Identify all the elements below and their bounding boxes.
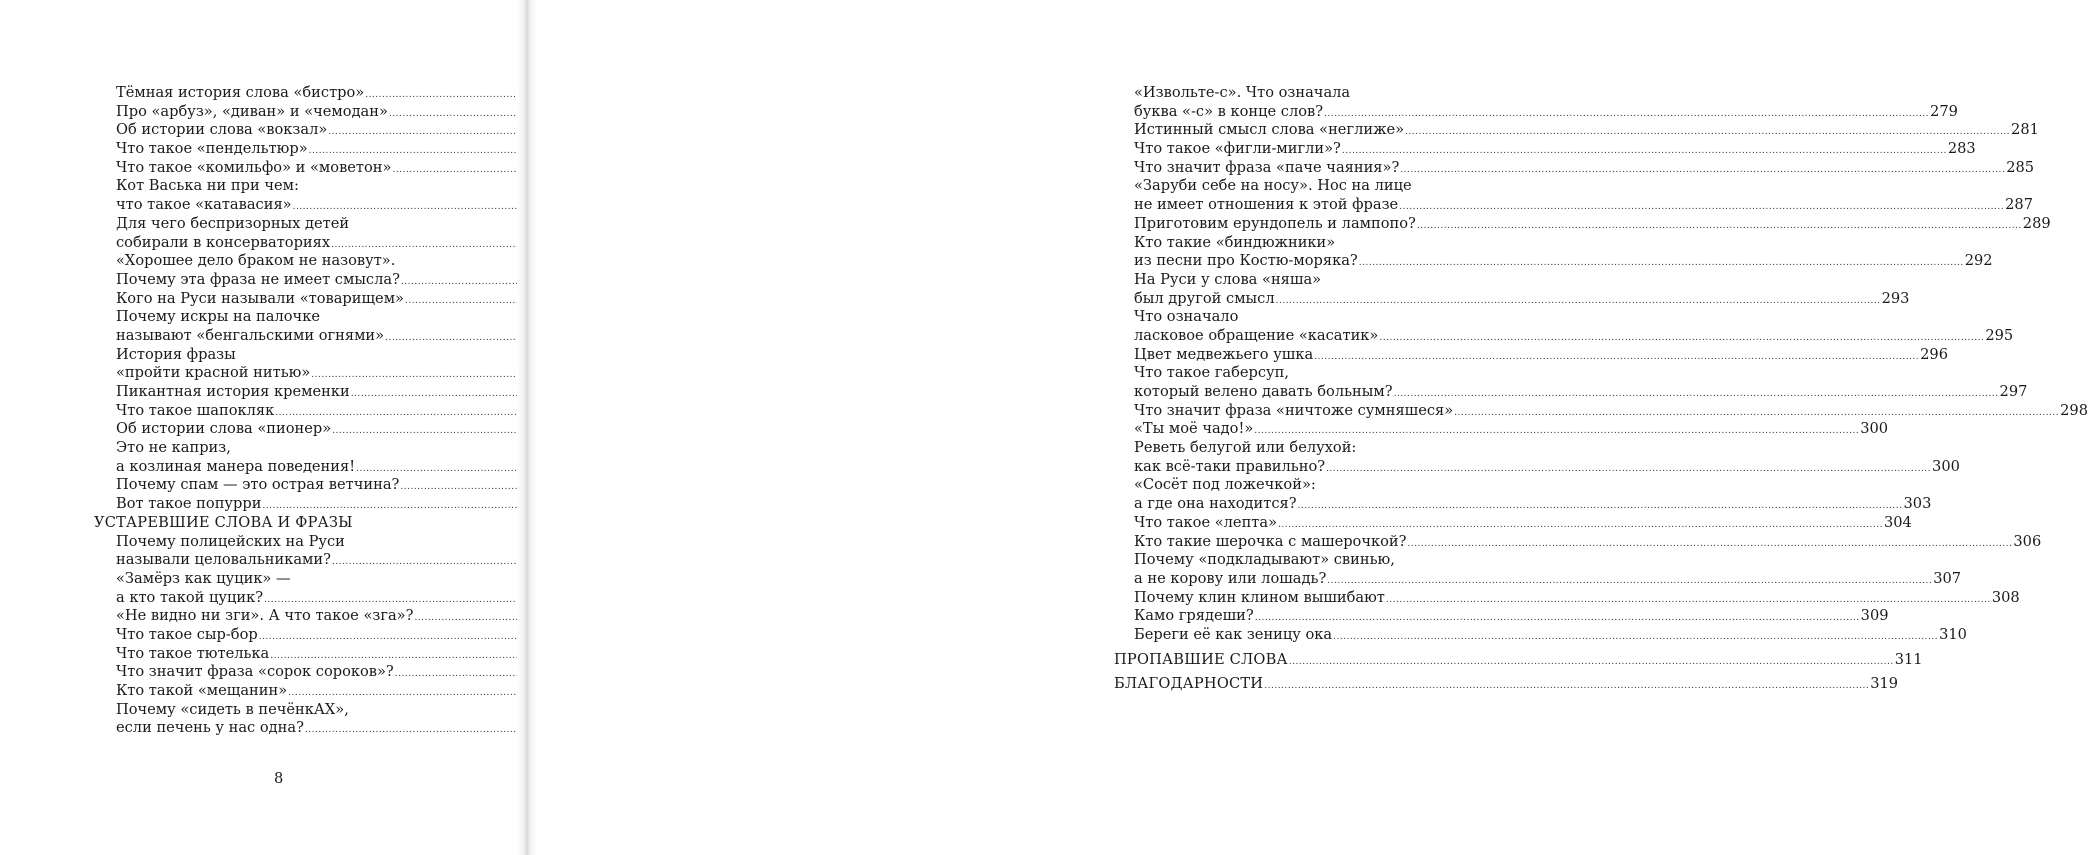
toc-entry: [116, 290, 464, 309]
toc-entry: [1134, 569, 1962, 589]
toc-entry: [1134, 420, 1889, 439]
toc-entry-title: «Ты моё чадо!»: [1134, 420, 1254, 438]
toc-entry-title: не имеет отношения к этой фразе: [1134, 196, 1399, 214]
toc-entry-title: ПРОПАВШИЕ СЛОВА: [1114, 650, 1288, 668]
toc-entry: [1134, 588, 2020, 608]
toc-entry: [1134, 326, 2014, 346]
toc-entry: [1134, 196, 2033, 215]
toc-entry-title: Пикантная история кременки: [116, 383, 350, 400]
toc-entry: [116, 159, 464, 178]
toc-entry: [116, 439, 464, 458]
toc-entry: [116, 383, 464, 402]
toc-entry: [116, 495, 464, 514]
toc-entry: [116, 308, 464, 327]
toc-entry-page-number: 293: [1881, 289, 1910, 307]
toc-entry: [116, 533, 464, 552]
toc-entry: [116, 645, 464, 664]
toc-entry: [1134, 439, 1486, 458]
toc-entry-title: из песни про Костю-моряка?: [1134, 252, 1358, 270]
toc-entry: [116, 140, 464, 159]
toc-entry-title: На Руси у слова «няша»: [1134, 270, 1322, 288]
toc-entry-title: а где она находится?: [1134, 495, 1297, 513]
toc-entry-title: Истинный смысл слова «неглиже»: [1134, 121, 1405, 139]
toc-entry: [1134, 364, 1486, 383]
toc-entry: [116, 607, 464, 626]
left-page: [0, 0, 525, 855]
toc-entry-title: Почему полицейских на Руси: [116, 532, 345, 550]
toc-entry: [1134, 140, 1976, 159]
toc-entry-title: Об истории слова «пионер»: [116, 420, 332, 438]
toc-entry-title: Кто такие шерочка с машерочкой?: [1134, 532, 1407, 550]
toc-entry: [116, 103, 464, 122]
toc-entry-title: Об истории слова «вокзал»: [116, 121, 328, 139]
toc-entry-page-number: 296: [1920, 345, 1948, 363]
toc-section-heading: [1114, 650, 1923, 670]
toc-entry: [116, 626, 464, 645]
toc-entry-page-number: 306: [2013, 532, 2042, 550]
toc-entry: [116, 719, 464, 738]
toc-entry: [1134, 102, 1958, 122]
toc-entry: [116, 682, 464, 701]
toc-entry-page-number: 309: [1860, 607, 1889, 625]
toc-entry-title: Кого на Руси называли «товарищем»: [116, 289, 404, 307]
toc-entry-title: если печень у нас одна?: [116, 719, 304, 737]
toc-entry: [1134, 401, 2088, 421]
toc-entry: [116, 346, 464, 365]
toc-left-column: [94, 84, 464, 738]
toc-entry-title: Что значит фраза «ничтоже сумняшеся»: [1134, 401, 1454, 419]
toc-right-column: [1114, 84, 2088, 694]
toc-entry-title: что такое «катавасия»: [116, 196, 292, 214]
toc-leader-dots: [1289, 653, 1894, 672]
toc-entry: [1134, 551, 1486, 570]
page-number: 8: [274, 770, 284, 787]
toc-entry: [116, 271, 464, 290]
toc-entry-title: Кто такой «мещанин»: [116, 682, 288, 699]
toc-entry: [1134, 214, 2051, 234]
toc-entry-title: Приготовим ерундопель и лампопо?: [1134, 214, 1416, 232]
toc-leader-dots: [1264, 677, 1869, 696]
toc-entry: [116, 252, 464, 271]
toc-entry-page-number: 285: [2006, 158, 2035, 176]
toc-entry: [1134, 177, 1486, 196]
toc-entry-title: а кто такой цуцик?: [116, 588, 264, 606]
toc-entry-page-number: 281: [2011, 121, 2039, 139]
toc-entry: [116, 458, 464, 477]
toc-entry-title: Вот такое попурри: [116, 495, 262, 513]
toc-leader-dots: [1407, 535, 2012, 554]
toc-entry-page-number: 304: [1883, 513, 1912, 531]
toc-leader-dots: [1399, 198, 2004, 217]
toc-leader-dots: [1379, 329, 1984, 348]
toc-leader-dots: [1417, 217, 2022, 236]
toc-entry-title: Реветь белугой или белухой:: [1134, 439, 1357, 457]
toc-entry-title: Что такое шапокляк: [116, 401, 275, 419]
toc-entry: [116, 589, 464, 608]
toc-entry: [1134, 625, 1967, 645]
toc-entry: [116, 551, 464, 570]
toc-entry: [1134, 476, 1486, 495]
toc-entry: [116, 196, 464, 215]
toc-entry-page-number: 319: [1870, 675, 1899, 693]
toc-entry: [116, 84, 464, 103]
toc-entry: [116, 701, 464, 720]
toc-leader-dots: [1298, 497, 1903, 516]
toc-entry-title: «Хорошее дело браком не назовут».: [116, 252, 396, 270]
toc-entry-title: который велено давать больным?: [1134, 383, 1393, 400]
toc-section-heading: [1114, 675, 1899, 694]
toc-entry-title: Почему эта фраза не имеет смысла?: [116, 270, 400, 288]
toc-entry: [1134, 84, 1486, 103]
toc-entry: [116, 121, 464, 140]
toc-entry: [116, 476, 464, 495]
toc-entry-title: История фразы: [116, 345, 236, 363]
toc-entry-title: Береги её как зеницу ока: [1134, 625, 1333, 643]
toc-entry-page-number: 295: [1985, 326, 2014, 344]
toc-entry-title: ласковое обращение «касатик»: [1134, 326, 1379, 344]
toc-entry-title: «Сосёт под ложечкой»:: [1134, 476, 1316, 494]
toc-leader-dots: [1255, 609, 1860, 628]
toc-entry: [1134, 345, 1948, 365]
toc-entry: [116, 663, 464, 682]
toc-entry-page-number: 289: [2022, 214, 2051, 232]
toc-entry-title: Что значит фраза «паче чаяния»?: [1134, 158, 1400, 176]
toc-entry: [1134, 252, 1993, 271]
toc-entry-page-number: 283: [1947, 140, 1976, 158]
toc-entry: [1134, 457, 1960, 477]
toc-entry: [1134, 308, 1486, 327]
toc-entry: [116, 177, 464, 196]
toc-entry-title: был другой смысл: [1134, 289, 1275, 307]
toc-entry-title: Это не каприз,: [116, 439, 231, 457]
toc-entry-title: Что означало: [1134, 308, 1239, 326]
toc-entry-page-number: 307: [1933, 569, 1962, 587]
right-page: [527, 0, 2088, 855]
toc-entry-title: Что такое «пендельтюр»: [116, 140, 308, 158]
toc-entry: [1134, 532, 2042, 552]
toc-leader-dots: [1394, 385, 1999, 404]
toc-entry-title: а не корову или лошадь?: [1134, 569, 1327, 587]
toc-entry-title: Что такое сыр-бор: [116, 625, 258, 643]
toc-entry-page-number: 300: [1860, 420, 1889, 438]
toc-entry-title: Что такое «комильфо» и «моветон»: [116, 158, 392, 176]
toc-entry-title: УСТАРЕВШИЕ СЛОВА И ФРАЗЫ: [94, 513, 353, 531]
toc-entry: [116, 570, 464, 589]
toc-entry-title: «Заруби себе на носу». Нос на лице: [1134, 177, 1412, 195]
toc-leader-dots: [1400, 161, 2005, 180]
toc-entry-title: «Замёрз как цуцик» —: [116, 569, 291, 587]
toc-entry-page-number: 292: [1964, 252, 1993, 270]
toc-entry-title: Что такое «лепта»: [1134, 513, 1278, 531]
toc-entry-title: БЛАГОДАРНОСТИ: [1114, 675, 1264, 693]
toc-entry-title: Почему клин клином вышибают: [1134, 588, 1385, 606]
toc-entry-title: а козлиная манера поведения!: [116, 457, 356, 475]
toc-entry: [1134, 289, 1910, 309]
toc-entry: [1134, 513, 1912, 533]
toc-leader-dots: [1454, 404, 2059, 423]
toc-entry: [116, 402, 464, 421]
toc-entry: [1134, 121, 2039, 140]
toc-entry-title: Для чего беспризорных детей: [116, 214, 350, 232]
toc-entry: [1134, 607, 1889, 626]
toc-leader-dots: [1324, 105, 1929, 124]
toc-leader-dots: [1327, 572, 1932, 591]
toc-entry-title: как всё-таки правильно?: [1134, 457, 1326, 475]
toc-entry: [1134, 234, 1486, 253]
toc-entry-page-number: 298: [2060, 401, 2088, 419]
toc-entry-page-number: 310: [1939, 625, 1967, 643]
toc-entry-title: Что такое габерсуп,: [1134, 364, 1289, 382]
toc-entry-title: Что такое «фигли-мигли»?: [1134, 140, 1341, 158]
toc-section-heading: [94, 514, 464, 533]
toc-entry-title: «Не видно ни зги». А что такое «зга»?: [116, 607, 414, 625]
toc-entry-page-number: 311: [1894, 650, 1923, 668]
toc-entry-title: называют «бенгальскими огнями»: [116, 326, 385, 344]
toc-entry-title: Почему искры на палочке: [116, 308, 320, 326]
toc-entry-title: Тёмная история слова «бистро»: [116, 84, 365, 101]
toc-leader-dots: [1386, 591, 1991, 610]
toc-entry-title: «пройти красной нитью»: [116, 364, 311, 382]
toc-entry-title: Почему «подкладывают» свинью,: [1134, 551, 1395, 569]
toc-entry-title: Кот Васька ни при чем:: [116, 177, 299, 195]
toc-entry-page-number: 300: [1932, 457, 1960, 475]
toc-entry-title: «Извольте-с». Что означала: [1134, 84, 1351, 101]
toc-entry: [116, 364, 464, 383]
toc-entry: [1134, 383, 2028, 402]
toc-entry-title: Что значит фраза «сорок сороков»?: [116, 663, 394, 681]
toc-entry-page-number: 287: [2005, 196, 2033, 214]
toc-leader-dots: [1405, 123, 2010, 142]
toc-entry-title: Кто такие «биндюжники»: [1134, 233, 1336, 251]
toc-entry-page-number: 303: [1903, 495, 1932, 513]
toc-entry-title: Цвет медвежьего ушка: [1134, 345, 1314, 363]
toc-entry: [1134, 495, 1932, 514]
toc-entry: [1134, 158, 2035, 178]
book-gutter: [517, 0, 537, 855]
toc-leader-dots: [1333, 628, 1938, 647]
toc-entry-title: Почему «сидеть в печёнкАХ»,: [116, 700, 349, 718]
toc-entry: [116, 215, 464, 234]
toc-entry-title: называли целовальниками?: [116, 551, 331, 569]
toc-entry-title: Про «арбуз», «диван» и «чемодан»: [116, 102, 388, 120]
toc-entry-title: собирали в консерваториях: [116, 233, 331, 251]
toc-entry: [116, 420, 464, 439]
toc-entry: [116, 327, 464, 346]
toc-entry-page-number: 279: [1930, 102, 1958, 120]
toc-entry-title: Что такое тютелька: [116, 644, 270, 662]
toc-entry: [116, 234, 464, 253]
toc-leader-dots: [1342, 142, 1947, 161]
toc-entry-title: буква «-с» в конце слов?: [1134, 102, 1324, 120]
toc-entry: [1134, 271, 1486, 290]
toc-entry-title: Почему спам — это острая ветчина?: [116, 476, 400, 494]
toc-entry-title: Камо грядеши?: [1134, 607, 1254, 625]
toc-entry-page-number: 297: [1999, 383, 2028, 400]
toc-entry-page-number: 308: [1991, 588, 2020, 606]
